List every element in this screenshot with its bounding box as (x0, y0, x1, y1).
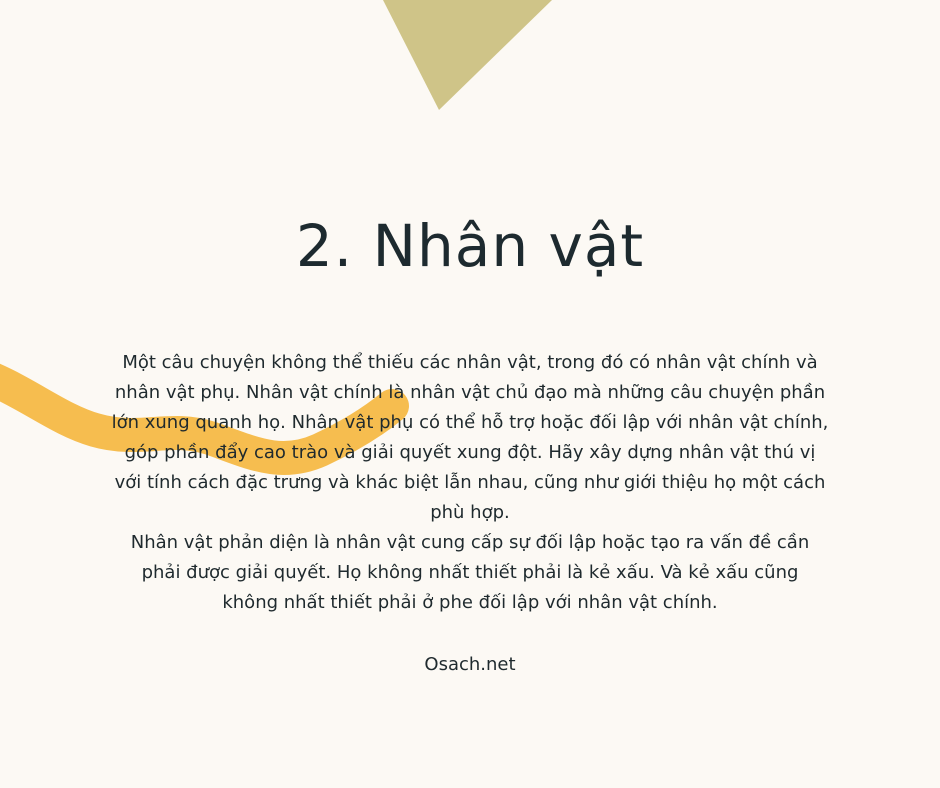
paragraph-main-characters (60, 348, 880, 528)
text-line: Nhân vật phản diện là nhân vật cung cấp sự đối lập hoặc tạo ra vấn đề cần (130, 532, 810, 553)
text-line: lớn xung quanh họ. Nhân vật phụ có thể hỗ trợ hoặc đối lập với nhân vật chính, (111, 412, 829, 433)
text-line: phù hợp. (430, 502, 510, 523)
olive-triangle-shape (383, 0, 552, 110)
text-line: không nhất thiết phải ở phe đối lập với nhân vật chính. (222, 592, 718, 613)
paragraph-antagonists (60, 528, 880, 618)
text-line: Một câu chuyện không thể thiếu các nhân vật, trong đó có nhân vật chính và (122, 352, 818, 373)
text-line: với tính cách đặc trưng và khác biệt lẫn nhau, cũng như giới thiệu họ một cách (114, 472, 826, 493)
text-line: phải được giải quyết. Họ không nhất thiết phải là kẻ xấu. Và kẻ xấu cũng (141, 562, 799, 583)
text-line: nhân vật phụ. Nhân vật chính là nhân vật chủ đạo mà những câu chuyện phần (114, 382, 826, 403)
source-credit: Osach.net (424, 654, 516, 675)
text-line: góp phần đẩy cao trào và giải quyết xung đột. Hãy xây dựng nhân vật thú vị (124, 442, 816, 463)
body-text (60, 348, 880, 618)
page-title: 2. Nhân vật (295, 212, 645, 280)
